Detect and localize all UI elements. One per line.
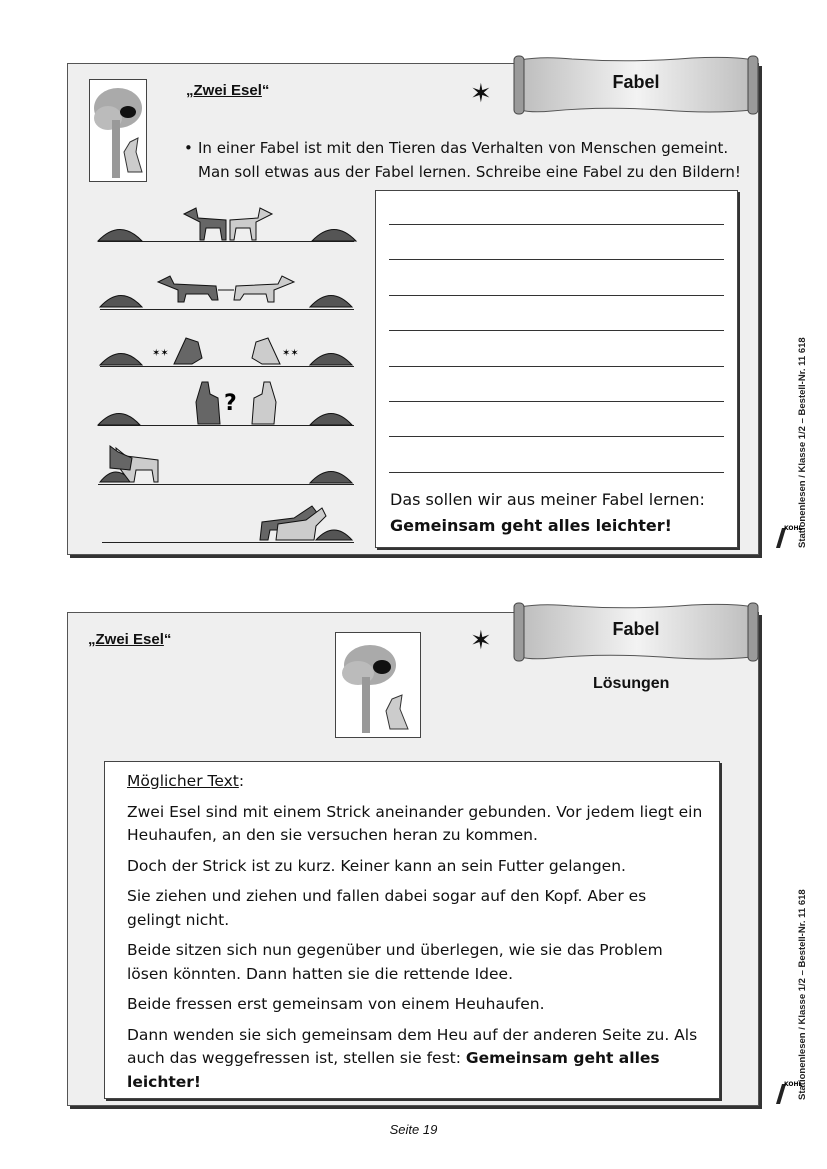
solution-paragraph: Sie ziehen und ziehen und fallen dabei sogar auf den Kopf. Aber es gelingt nicht. — [127, 887, 647, 929]
moral-text: Das sollen wir aus meiner Fabel lernen: Gemeinsam geht alles leichter! — [390, 490, 705, 535]
badge-label: Fabel — [612, 72, 660, 92]
fable-card — [67, 63, 759, 555]
solution-card — [67, 612, 759, 1106]
solution-paragraph: Beide fressen erst gemeinsam von einem Heuhaufen. — [127, 995, 545, 1013]
haystack-icon — [96, 220, 144, 242]
haystack-icon — [310, 220, 358, 242]
haystack-icon — [308, 344, 354, 366]
side-order-info: Stationenlesen / Klasse 1/2 – Bestell-Nr. 11 618 — [797, 889, 808, 1100]
star-icon: ✶ — [470, 78, 492, 108]
donkey-icon — [156, 268, 296, 308]
solution-paragraph: Doch der Strick ist zu kurz. Keiner kann an sein Futter gelangen. — [127, 856, 626, 875]
fabel-scroll-banner — [512, 601, 760, 663]
svg-text:?: ? — [224, 391, 237, 416]
donkey-icon — [152, 328, 302, 366]
haystack-icon — [98, 344, 144, 366]
solution-title: „Zwei Esel“ — [88, 631, 172, 648]
svg-text:✶✶: ✶✶ — [282, 348, 299, 359]
svg-text:✶✶: ✶✶ — [152, 348, 169, 359]
haystack-icon — [96, 404, 142, 426]
star-icon: ✶ — [470, 625, 492, 655]
solution-paragraph: Dann wenden sie sich gemeinsam dem Heu auf der anderen Seite zu. Als auch das weggefressen ist, stellen sie fest: Gemeinsam geht alles leichter! — [127, 1025, 698, 1091]
donkey-icon — [96, 440, 192, 484]
solution-heading: Möglicher Text: — [127, 772, 245, 790]
badge-label: Fabel — [612, 619, 660, 639]
solutions-label: Lösungen — [593, 675, 670, 692]
side-order-info: Stationenlesen / Klasse 1/2 – Bestell-Nr. 11 618 — [797, 337, 808, 548]
solution-thumbnail — [335, 632, 421, 738]
page-number: Seite 19 — [389, 1122, 438, 1137]
publisher-logo — [772, 518, 803, 550]
solution-textbox — [104, 761, 720, 1099]
fable-thumbnail — [89, 79, 147, 182]
tree-fox-icon — [336, 633, 420, 737]
fabel-scroll-banner — [512, 54, 760, 116]
haystack-icon — [308, 286, 354, 308]
tree-fox-icon — [90, 80, 146, 181]
writing-area[interactable] — [375, 190, 738, 548]
svg-text:KOHL: KOHL — [784, 525, 803, 532]
haystack-icon — [308, 404, 354, 426]
publisher-logo — [772, 1074, 803, 1106]
instruction-text: • In einer Fabel ist mit den Tieren das Verhalten von Menschen gemeint. Man soll etwas aus der Fabel lernen. Schreibe eine Fabel zu den Bildern! — [184, 139, 741, 181]
donkey-icon — [180, 204, 276, 242]
donkey-icon — [256, 500, 356, 542]
solution-paragraph: Zwei Esel sind mit einem Strick aneinander gebunden. Vor jedem liegt ein Heuhaufen, an den sie versuchen heran zu kommen. — [127, 802, 703, 844]
svg-text:KOHL: KOHL — [784, 1081, 803, 1088]
solution-paragraph: Beide sitzen sich nun gegenüber und überlegen, wie sie das Problem lösen könnten. Dann hatten sie die rettende Idee. — [127, 941, 663, 983]
haystack-icon — [308, 462, 354, 484]
donkey-icon — [188, 374, 284, 426]
haystack-icon — [98, 286, 144, 308]
fable-title: „Zwei Esel“ — [186, 82, 270, 99]
